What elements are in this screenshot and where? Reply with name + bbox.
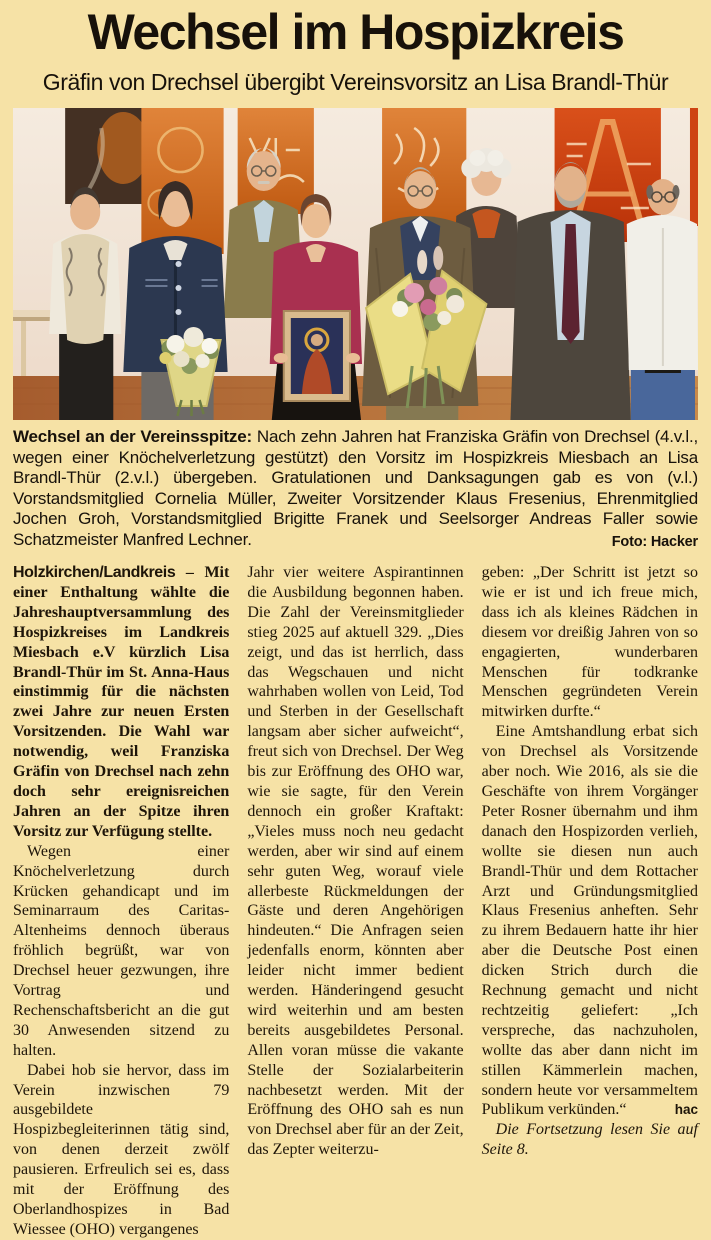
article-column-2	[247, 563, 463, 1240]
author-signature: hac	[674, 1102, 698, 1118]
caption-text: Nach zehn Jahren hat Franziska Gräfin von Drechsel (4.v.l., wegen einer Knöchelverletzung gestützt) den Vorsitz im Hospizkreis Miesbach an Lisa Brandl-Thür (2.v.l.) übergeben. Gratulationen und Danksagungen gab es von (v.l.) Vorstandsmitglied Cornelia Müller, Zweiter Vorsitzender Klaus Fresenius, Ehrenmitglied Jochen Groh, Vorstandsmitglied Brigitte Franek und Seelsorger Andreas Faller sowie Schatzmeister Manfred Lechner.	[13, 427, 698, 549]
caption-lead: Wechsel an der Vereinsspitze:	[13, 427, 252, 446]
paragraph: Die Fortsetzung lesen Sie auf Seite 8.	[481, 1121, 698, 1159]
framed-icon	[274, 311, 360, 401]
photo-caption	[13, 427, 698, 550]
paragraph: Dabei hob sie hervor, dass im Verein inzwischen 79 ausgebildete Hospizbegleiterinnen tätig sind, von denen derzeit zwölf pausieren. Erfreulich sei es, dass mit der Eröffnung des Oberlandhospizes in Bad Wiessee (OHO) vergangenes	[13, 1061, 230, 1238]
paragraph: Eine Amtshandlung erbat sich von Drechsel als Vorsitzende aber noch. Wie 2016, als sie die Geschäfte von ihrem Vorgänger Peter Rosner übernahm und ihm danach den Hospizorden verlieh, wollte sie diesen nun auch Brandl-Thür und dem Rottacher Arzt und Gründungsmitglied Klaus Fresenius anheften. Sehr zu ihrem Bedauern hatte ihr hier aber die Deutsche Post einen dicken Strich durch die Rechnung gemacht und nicht rechtzeitig geliefert: „Ich verspreche, das nachzuholen, wollte das aber dann nicht im stillen Kämmerlein machen, sondern heute vor versammeltem Publikum verkünden.“ hac	[481, 723, 698, 1119]
article-subtitle: Gräfin von Drechsel übergibt Vereinsvorsitz an Lisa Brandl-Thür	[42, 69, 669, 95]
group-photo	[13, 108, 698, 420]
newspaper-page	[0, 4, 711, 1238]
paragraph: geben: „Der Schritt ist jetzt so wie er ist und ich freue mich, dass ich als kleines Rädchen in diesem vor dreißig Jahren von so engagierten, wunderbaren Menschen für todkranke Menschen gegründeten Verein mitwirken durfte.“	[481, 564, 698, 721]
photo-credit: Foto: Hacker	[611, 533, 698, 550]
group-photo-illustration	[13, 108, 698, 420]
masthead	[0, 4, 711, 96]
paragraph: Wegen einer Knöchelverletzung durch Krücken gehandicapt und im Seminarraum des Caritas-Altenheims dennoch überaus fröhlich begrüßt, war von Drechsel heuer gezwungen, ihre Vortrag und Rechenschaftsbericht an die gut 30 Anwesenden sitzend zu halten.	[13, 842, 230, 1059]
article-column-1	[13, 563, 229, 1240]
article-column-3	[482, 563, 698, 1240]
article-headline: Wechsel im Hospizkreis	[87, 4, 624, 60]
paragraph: Holzkirchen/Landkreis – Mit einer Enthaltung wählte die Jahreshauptversammlung des Hospizkreises im Landkreis Miesbach e.V kürzlich Lisa Brandl-Thür im St. Anna-Haus einstimmig für die nächsten zwei Jahre zur neuen Ersten Vorsitzenden. Die Wahl war notwendig, weil Franziska Gräfin von Drechsel nach zehn doch sehr ereignisreichen Jahren an der Spitze ihren Vorsitz zur Verfügung stellte.	[13, 564, 230, 840]
paragraph: Jahr vier weitere Aspirantinnen die Ausbildung begonnen haben. Die Zahl der Vereinsmitglieder stieg 2025 auf aktuell 329. „Dies zeigt, und das ist herrlich, dass das Wegschauen und nicht wahrhaben wollen von Leid, Tod und Sterben in der Gesellschaft langsam aber sicher aufweicht“, freut sich von Drechsel. Der Weg bis zur Eröffnung des OHO war, wie sie sagte, für den Verein dennoch ein großer Kraftakt: „Vieles muss noch neu gedacht werden, aber wir sind auf einem sehr guten Weg, worauf viele allerbeste Rückmeldungen der Gäste und deren Angehörigen hindeuten.“ Die Anfragen seien jedenfalls enorm, könnten aber leider nicht immer bedient werden. Händeringend gesucht wird weiterhin und am besten bereits ausgebildetes Personal. Allen voran müsse die vakante Stelle der Sozialarbeiterin nachbesetzt werden. Mit der Eröffnung des OHO sah es nun von Drechsel aber für an der Zeit, das Zepter weiterzu-	[247, 564, 464, 1159]
article-body	[13, 563, 698, 1240]
dateline: Holzkirchen/Landkreis	[13, 564, 176, 581]
